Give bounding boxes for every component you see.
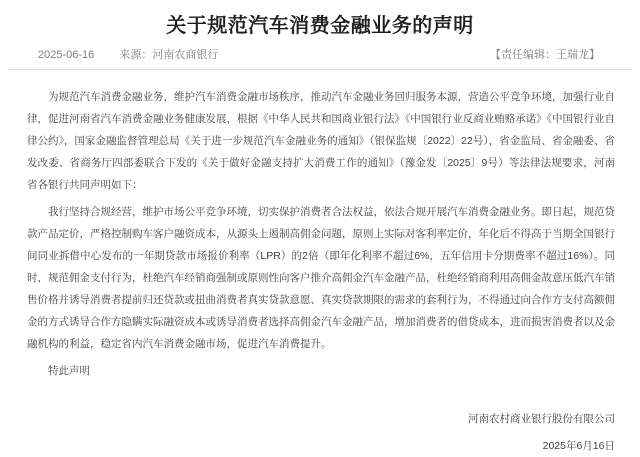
- article-page: [0, 12, 640, 453]
- signature-date: 2025年6月16日: [542, 440, 615, 452]
- header-divider: [8, 69, 632, 70]
- meta-left: [38, 49, 218, 62]
- paragraph-closing: 特此声明: [48, 365, 90, 377]
- signature-block: [27, 408, 615, 457]
- paragraph-1: 为规范汽车消费金融业务，维护汽车消费金融市场秩序，推动汽车金融业务回归服务本源，营造公平竞争环境，加强行业自律，促进河南省汽车消费金融业务健康发展，根据《中华人民共和国商业银行法》《中国银行业反商业贿赂承诺》《中国银行业自律公约》，国家金融监督管理总局《关于进一步规范汽车金融业务的通知》（银保监规〔2022〕22号），省金监局、省金融委、省发改委、省商务厅四部委联合下发的《关于做好金融支持扩大消费工作的通知》（豫金发〔2025〕9号）等法律法规要求，河南省各银行共同声明如下：: [27, 91, 615, 191]
- editor-credit: 【责任编辑：王瑞龙】: [490, 49, 600, 61]
- paragraph-2: 我行坚持合规经营，维护市场公平竞争环境，切实保护消费者合法权益，依法合规开展汽车消费金融业务。即日起，规范贷款产品定价，严格控制购车客户融资成本，从源头上遏制高佣金问题，原则上实际对客利率定价，年化后不得高于当期全国银行间同业拆借中心发布的一年期贷款市场报价利率（LPR）的2倍（即年化利率不超过6%，五年信用卡分期费率不超过16%）。同时，规范佣金支付行为，杜绝汽车经销商强制或原则性向客户推介高佣金汽车金融产品，杜绝经销商利用高佣金故意压低汽车销售价格并诱导消费者提前归还贷款或扭曲消费者真实贷款意愿、真实贷款期限的需求的套利行为，不得通过向合作方支付高额佣金的方式诱导合作方隐瞒实际融资成本或诱导消费者选择高佣金汽车金融产品，增加消费者的借贷成本，进而损害消费者以及金融机构的利益，稳定省内汽车消费金融市场，促进汽车消费提升。: [27, 206, 615, 350]
- meta-bar: [38, 49, 600, 62]
- page-title: 关于规范汽车消费金融业务的声明: [166, 15, 474, 37]
- meta-right: [490, 49, 600, 62]
- publish-date: 2025-06-16: [38, 49, 95, 61]
- source-label: 来源：河南农商银行: [119, 49, 219, 61]
- bank-signature: 河南农村商业银行股份有限公司: [468, 413, 615, 425]
- article-body: [27, 86, 615, 457]
